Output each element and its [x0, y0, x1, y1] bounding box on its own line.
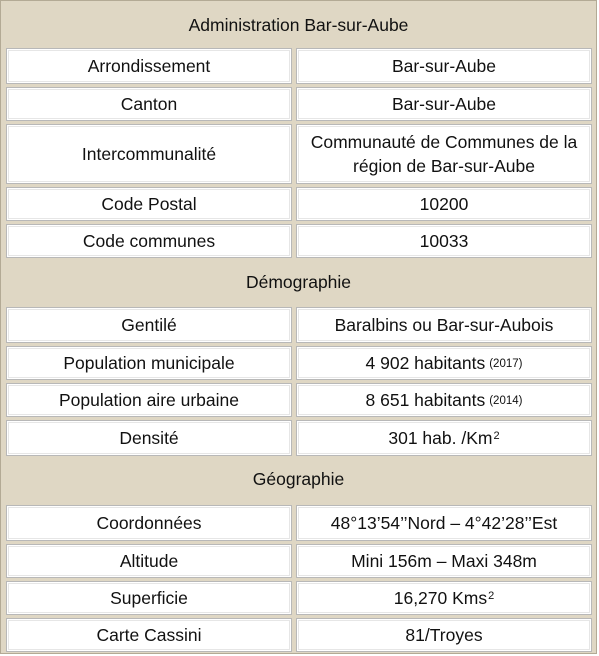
row-label-coordonnees: Coordonnées [6, 505, 292, 541]
row-value-arrondissement: Bar-sur-Aube [296, 48, 592, 84]
row-value-population-municipale [296, 346, 592, 380]
population-aire-urbaine-value: 8 651 habitants [365, 389, 486, 410]
row-label-population-aire-urbaine: Population aire urbaine [6, 383, 292, 417]
intercommunalite-text: Communauté de Communes de la région de Bar-sur-Aube [310, 131, 578, 176]
population-municipale-year: (2017) [489, 358, 523, 371]
row-label-gentile: Gentilé [6, 307, 292, 343]
row-label-altitude: Altitude [6, 544, 292, 578]
row-label-superficie: Superficie [6, 581, 292, 615]
row-label-carte-cassini: Carte Cassini [6, 618, 292, 652]
row-label-densite: Densité [6, 420, 292, 456]
row-label-arrondissement: Arrondissement [6, 48, 292, 84]
row-value-gentile: Baralbins ou Bar-sur-Aubois [296, 307, 592, 343]
row-label-population-municipale: Population municipale [6, 346, 292, 380]
row-label-canton: Canton [6, 87, 292, 121]
row-value-carte-cassini: 81/Troyes [296, 618, 592, 652]
population-municipale-value: 4 902 habitants [365, 352, 486, 373]
row-label-code-communes: Code communes [6, 224, 292, 258]
row-label-intercommunalite: Intercommunalité [6, 124, 292, 184]
superficie-value: 16,270 Kms [393, 587, 488, 608]
population-aire-urbaine-year: (2014) [489, 395, 523, 408]
superficie-exponent: 2 [488, 589, 495, 602]
row-value-coordonnees: 48°13’54’’Nord – 4°42’28’’Est [296, 505, 592, 541]
section-header-geographie: Géographie [252, 468, 345, 489]
row-label-code-postal: Code Postal [6, 187, 292, 221]
section-header-demographie: Démographie [245, 271, 352, 292]
row-value-code-postal: 10200 [296, 187, 592, 221]
row-value-canton: Bar-sur-Aube [296, 87, 592, 121]
row-value-densite [296, 420, 592, 456]
densite-value: 301 hab. /Km [388, 427, 493, 448]
row-value-population-aire-urbaine [296, 383, 592, 417]
row-value-altitude: Mini 156m – Maxi 348m [296, 544, 592, 578]
row-value-code-communes: 10033 [296, 224, 592, 258]
section-header-administration: Administration Bar-sur-Aube [188, 14, 409, 35]
row-value-superficie [296, 581, 592, 615]
row-value-intercommunalite [296, 124, 592, 184]
densite-exponent: 2 [493, 429, 500, 442]
